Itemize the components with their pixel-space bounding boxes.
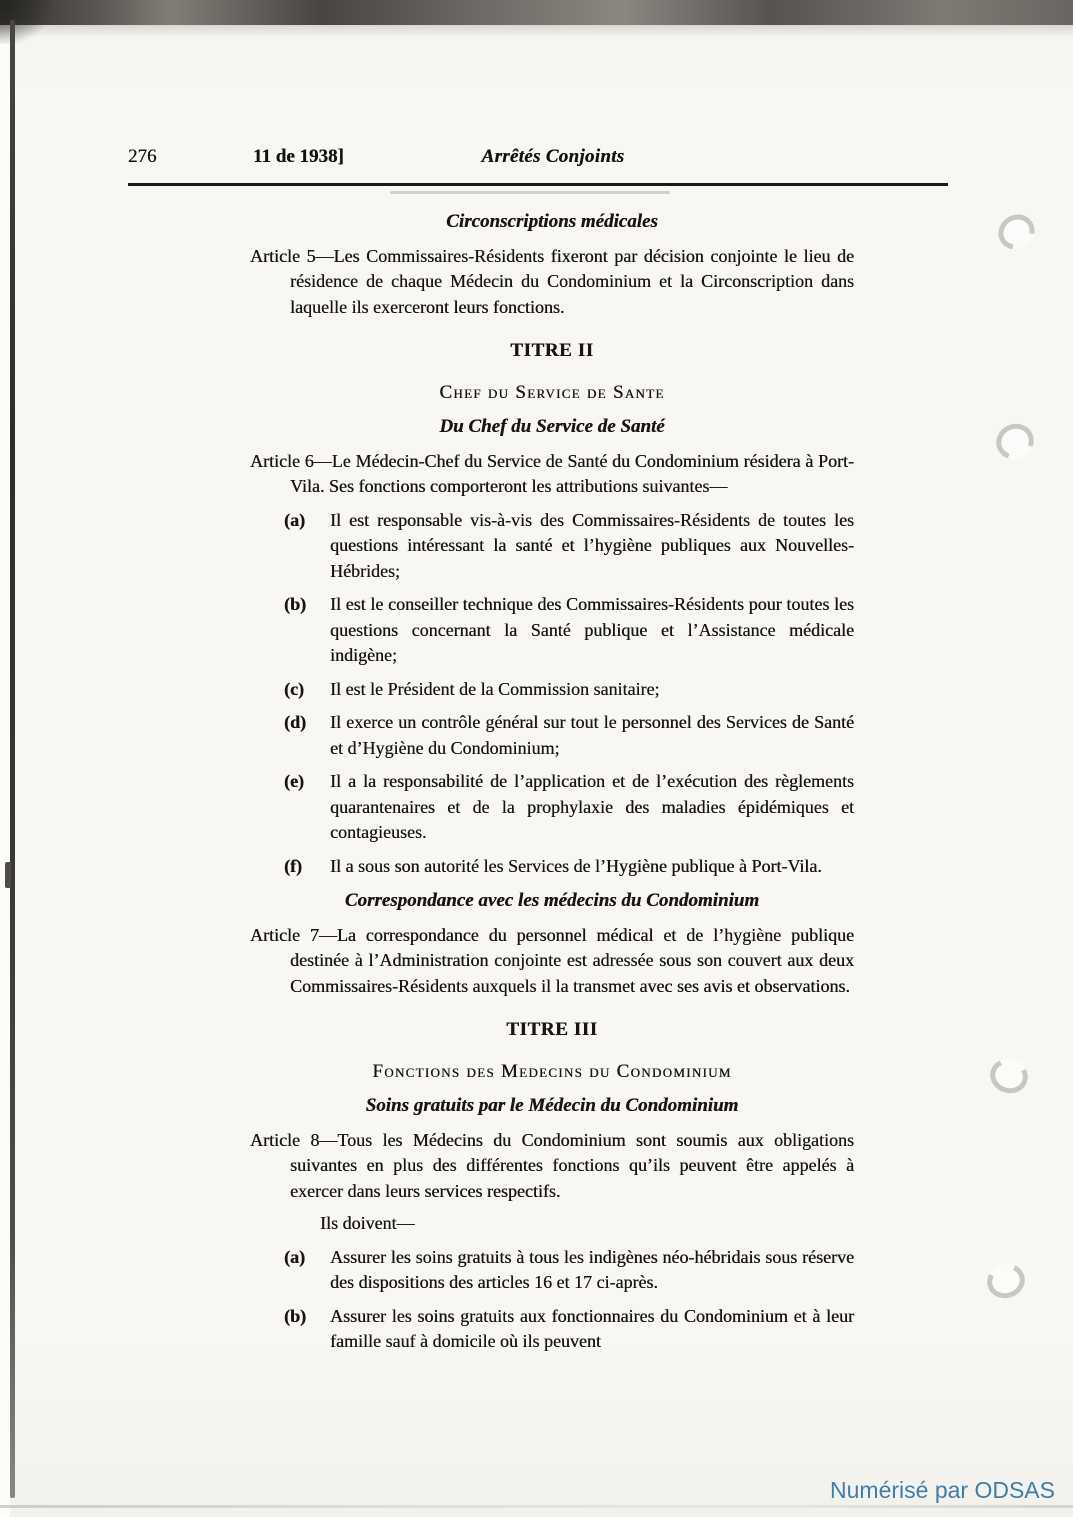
scan-edge-left: [10, 20, 15, 1498]
item-text: Il a sous son autorité les Services de l’Hygiène publique à Port-Vila.: [330, 855, 822, 876]
punch-hole-2: [990, 418, 1039, 466]
article-6-item-d: [250, 710, 854, 761]
scan-edge-bottom: [0, 1505, 1073, 1508]
article-6-item-c: [250, 677, 854, 703]
scan-corner-top-left: [0, 0, 52, 44]
item-marker: (b): [284, 1305, 306, 1326]
article-6-intro-paragraph: Article 6—Le Médecin-Chef du Service de Santé du Condominium résidera à Port-Vila. Ses fonctions comporteront les attributions suivantes—: [250, 450, 854, 496]
document-body: [250, 200, 854, 1355]
punch-hole-3: [986, 1054, 1033, 1098]
page-header: [128, 146, 948, 176]
article-8-intro-paragraph: Article 8—Tous les Médecins du Condominium sont soumis aux obligations suivantes en plus des différentes fonctions qu’ils peuvent être appelés à exercer dans leurs services respectifs.: [250, 1129, 854, 1201]
page-number: 276: [128, 146, 157, 167]
header-rule: [128, 183, 948, 186]
item-text: Il est le Président de la Commission sanitaire;: [330, 678, 660, 699]
chapter-heading-chef-du-service: Chef du Service de Sante: [439, 381, 665, 403]
section-heading-correspondance: Correspondance avec les médecins du Condominium: [344, 890, 760, 911]
article-6-item-e: [250, 769, 854, 846]
item-text: Assurer les soins gratuits aux fonctionnaires du Condominium et à leur famille sauf à domicile où ils peuvent: [330, 1305, 854, 1351]
digitization-credit: Numérisé par ODSAS: [830, 1477, 1055, 1503]
item-marker: (b): [284, 594, 306, 614]
issue-label: 11 de 1938]: [253, 146, 344, 167]
item-text: Assurer les soins gratuits à tous les indigènes néo-hébridais sous réserve des dispositions des articles 16 et 17 ci-après.: [330, 1246, 854, 1292]
section-heading-circonscriptions: Circonscriptions médicales: [446, 211, 658, 232]
section-heading-du-chef: Du Chef du Service de Santé: [439, 416, 665, 437]
scan-edge-top: [0, 0, 1073, 25]
titre-ii-heading: TITRE II: [510, 340, 594, 361]
punch-hole-4: [983, 1259, 1030, 1303]
article-8-lead-in: Ils doivent—: [320, 1213, 415, 1233]
item-text: Il est responsable vis-à-vis des Commissaires-Résidents de toutes les questions intéressant la santé et l’hygiène publiques aux Nouvelles-Hébrides;: [330, 509, 854, 581]
article-5-paragraph: Article 5—Les Commissaires-Résidents fixeront par décision conjointe le lieu de résidence de chaque Médecin du Condominium et la Circonscription dans laquelle ils exerceront leurs fonctions.: [250, 245, 854, 317]
item-text: Il exerce un contrôle général sur tout le personnel des Services de Santé et d’Hygiène du Condominium;: [330, 712, 854, 758]
scan-left-mark: [5, 862, 11, 888]
punch-hole-1: [992, 207, 1042, 256]
article-7-paragraph: Article 7—La correspondance du personnel médical et de l’hygiène publique destinée à l’Administration conjointe est adressée sous son couvert aux deux Commissaires-Résidents auxquels il la transmet avec ses avis et observations.: [250, 924, 854, 996]
section-heading-soins-gratuits: Soins gratuits par le Médecin du Condominium: [365, 1095, 739, 1116]
item-text: Il est le conseiller technique des Commissaires-Résidents pour toutes les questions concernant la Santé publique et l’Assistance médicale indigène;: [330, 594, 854, 665]
item-marker: (e): [284, 771, 304, 791]
item-text: Il a la responsabilité de l’application et de l’exécution des règlements quarantenaires et de la prophylaxie des maladies épidémiques et contagieuses.: [330, 771, 854, 842]
titre-iii-heading: TITRE III: [506, 1019, 598, 1040]
article-8-item-b: [250, 1304, 854, 1355]
item-marker: (c): [284, 678, 304, 699]
item-marker: (a): [284, 1246, 305, 1267]
scan-left-gutter: [0, 0, 10, 1517]
item-marker: (a): [284, 509, 305, 530]
chapter-heading-fonctions: Fonctions des Medecins du Condominium: [372, 1060, 732, 1082]
item-marker: (f): [284, 855, 302, 876]
article-8-item-a: [250, 1245, 854, 1296]
article-6-item-a: [250, 508, 854, 585]
article-6-item-b: [250, 592, 854, 669]
item-marker: (d): [284, 712, 306, 732]
article-6-item-f: [250, 854, 854, 880]
journal-title: Arrêtés Conjoints: [481, 146, 625, 167]
